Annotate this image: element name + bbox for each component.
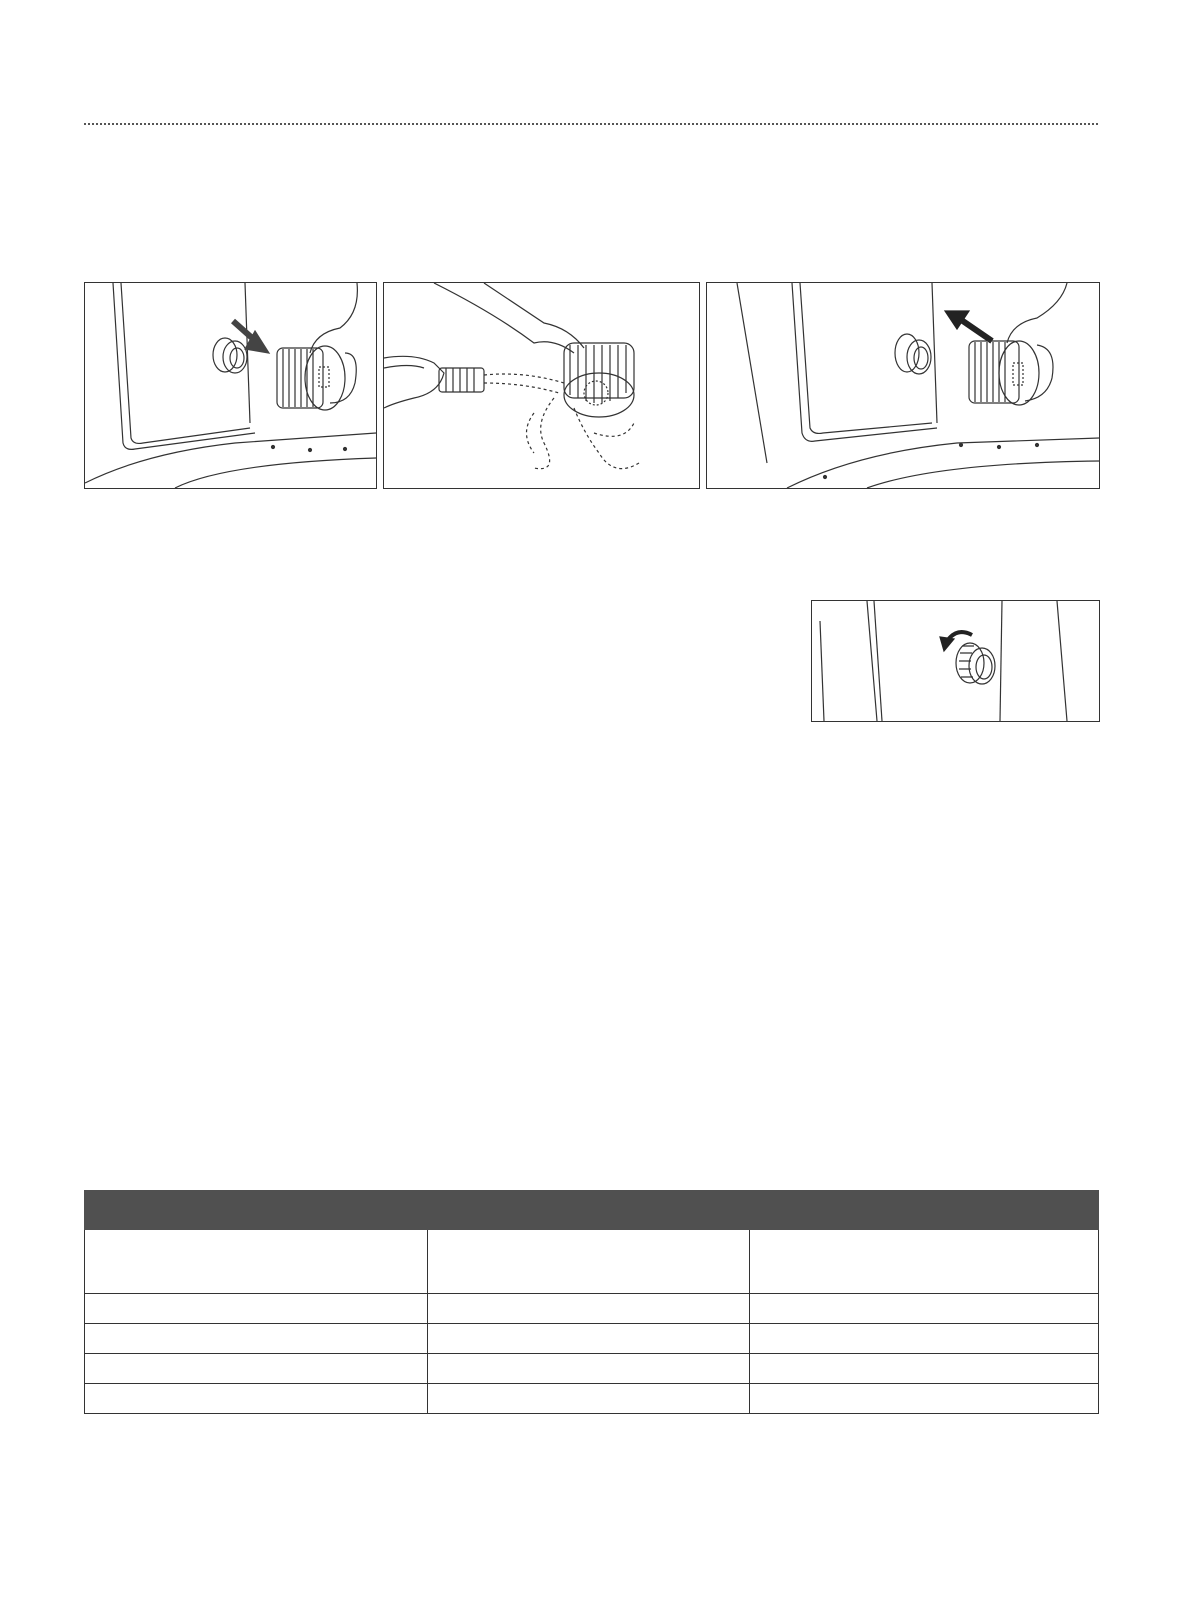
filter-cartridge-icon	[277, 346, 345, 410]
water-spray-icon	[484, 374, 639, 469]
table-row	[85, 1384, 1099, 1414]
table-cell	[750, 1230, 1099, 1294]
table-row	[85, 1354, 1099, 1384]
table-cell	[85, 1384, 428, 1414]
illustration-tighten-connector	[811, 600, 1100, 722]
table-cell	[85, 1294, 428, 1324]
table-cell	[428, 1324, 750, 1354]
table-cell	[428, 1294, 750, 1324]
filter-cartridge-icon	[969, 341, 1039, 405]
illustration-rinse-filter	[383, 282, 700, 489]
table-cell	[750, 1384, 1099, 1414]
table-cell	[428, 1384, 750, 1414]
specification-table	[84, 1190, 1099, 1414]
table-header-row	[85, 1191, 1099, 1230]
table-cell	[85, 1230, 428, 1294]
table-header-cell	[428, 1191, 750, 1230]
table-cell	[85, 1324, 428, 1354]
section-divider	[84, 123, 1098, 125]
table-row	[85, 1324, 1099, 1354]
illustration-reinstall-filter	[706, 282, 1100, 489]
filter-connector-icon	[895, 334, 931, 374]
table-cell	[750, 1354, 1099, 1384]
hose-icon	[439, 368, 484, 392]
arrow-up-left-icon	[945, 311, 992, 341]
table-row	[85, 1230, 1099, 1294]
table-cell	[85, 1354, 428, 1384]
table-row	[85, 1294, 1099, 1324]
table-cell	[750, 1294, 1099, 1324]
table-cell	[428, 1230, 750, 1294]
filter-connector-icon	[956, 643, 995, 684]
table-cell	[750, 1324, 1099, 1354]
illustration-remove-filter	[84, 282, 377, 489]
filter-cartridge-icon	[564, 343, 634, 417]
table-header-cell	[750, 1191, 1099, 1230]
filter-connector-icon	[213, 338, 247, 373]
table-header-cell	[85, 1191, 428, 1230]
table-cell	[428, 1354, 750, 1384]
